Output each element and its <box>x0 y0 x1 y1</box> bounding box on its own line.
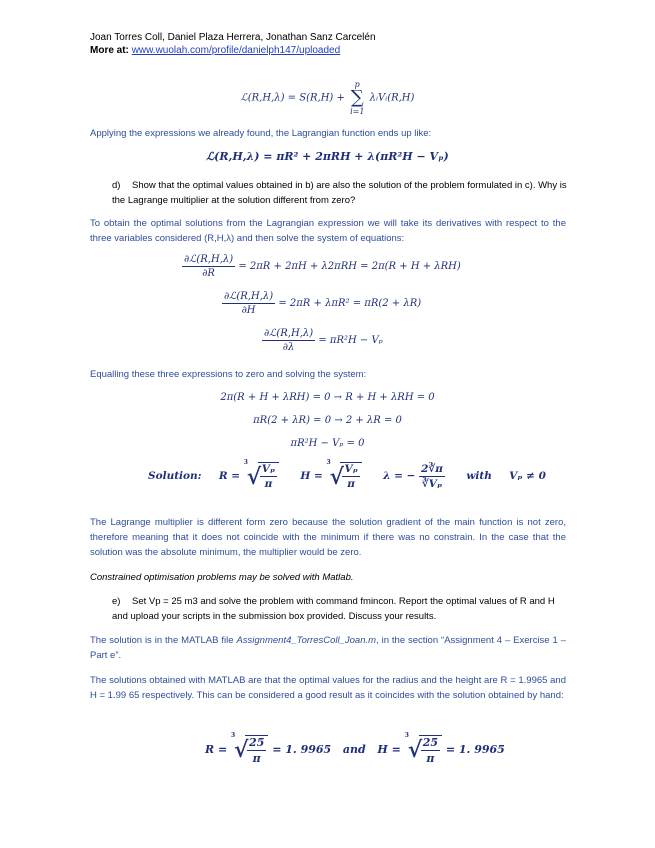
author-line: Joan Torres Coll, Daniel Plaza Herrera, Jonathan Sanz Carcelén <box>90 32 376 43</box>
root-index: 3 <box>231 732 236 739</box>
sum-upper: p <box>354 80 360 89</box>
more-at-line <box>90 45 340 57</box>
paragraph-applying: Applying the expressions we already found, the Lagrangian function ends up like: <box>90 128 432 139</box>
root-index: 3 <box>243 459 248 466</box>
final-result <box>205 732 505 765</box>
H-root-den: π <box>347 478 355 490</box>
solution-H-lhs: H = <box>300 470 323 482</box>
cube-root-H: 3 √ $\frac{\text{Vₚ}}{\pi}$ <box>326 462 361 490</box>
dR-numerator: ∂ℒ(R,H,λ) <box>184 254 234 265</box>
dH-rhs: = 2πR + λπR² = πR(2 + λR) <box>278 298 422 309</box>
summation: p ∑ i=1 <box>350 80 365 116</box>
more-label: More at: <box>90 45 129 56</box>
final-R-value: = 1. 9965 <box>272 743 332 756</box>
paragraph-matlab-results: The solutions obtained with MATLAB are that the optimal values for the radius and the height are R = 1.9965 and H = 1.99 65 respectively. This can be considered a good result as it coincides with the solution obtained by hand: <box>90 675 566 701</box>
sum-lower: i=1 <box>350 107 365 116</box>
lambda-num: 2∛π <box>421 462 443 475</box>
H-root-num: Vₚ <box>344 463 358 475</box>
lagrangian-definition <box>0 80 655 116</box>
dH-numerator: ∂ℒ(R,H,λ) <box>224 291 274 302</box>
system-eq-2: πR(2 + λR) = 0 → 2 + λR = 0 <box>253 415 402 426</box>
question-e <box>112 594 567 624</box>
root-index: 3 <box>404 732 409 739</box>
system-eq-3: πR²H − Vₚ = 0 <box>290 438 365 449</box>
solution-R-lhs: R = <box>218 470 241 482</box>
root-index: 3 <box>326 459 331 466</box>
question-e-label: e) <box>112 596 121 607</box>
question-d <box>112 178 567 208</box>
paragraph-derivatives: To obtain the optimal solutions from the Lagrangian expression we will take its derivatives with respect to the three variables considered (R,H,λ) and then solve the system of equations: <box>90 218 566 244</box>
solution-line <box>148 459 546 490</box>
lagrangian-final: ℒ(R,H,λ) = πR² + 2πRH + λ(πR²H − Vₚ) <box>206 150 449 163</box>
final-H-value: = 1. 9965 <box>445 743 505 756</box>
dR-rhs: = 2πR + 2πH + λ2πRH = 2π(R + H + λRH) <box>238 261 461 272</box>
R-root-num: Vₚ <box>261 463 276 475</box>
paragraph-matlab-note: Constrained optimisation problems may be solved with Matlab. <box>90 572 354 583</box>
final-H-num: 25 <box>422 736 438 749</box>
cube-root-R: 3 √ $\frac{\text{Vₚ}}{\pi}$ <box>244 462 279 490</box>
final-R-den: π <box>252 752 261 765</box>
system-eq-1: 2π(R + H + λRH) = 0 → R + H + λRH = 0 <box>220 392 435 403</box>
dL-numerator: ∂ℒ(R,H,λ) <box>264 328 314 339</box>
final-R-num: 25 <box>249 736 265 749</box>
lagrangian-rhs: λᵢVᵢ(R,H) <box>369 92 415 104</box>
final-H-den: π <box>426 752 435 765</box>
question-d-label: d) <box>112 180 121 191</box>
final-root-H: 3 √ $\frac{25}{\pi}$ <box>405 735 442 765</box>
solution-condition: Vₚ ≠ 0 <box>509 470 546 482</box>
dL-rhs: = πR²H − Vₚ <box>318 335 383 346</box>
lambda-den: ∛Vₚ <box>421 477 443 490</box>
final-and: and <box>342 743 366 756</box>
derivative-lambda <box>262 328 383 353</box>
R-root-den: π <box>264 478 273 490</box>
dH-denominator: ∂H <box>241 305 256 316</box>
lagrangian-lhs: ℒ(R,H,λ) = S(R,H) + <box>240 92 345 104</box>
solution-file-suffix: , in the section “Assignment 4 – Exercise 1 – Part e”. <box>90 635 566 661</box>
solution-file-prefix: The solution is in the MATLAB file <box>90 635 237 646</box>
paragraph-multiplier: The Lagrange multiplier is different form zero because the solution gradient of the main function is not zero, therefore meaning that it does not coincide with the minimum if there was no constrain. In the case that the solution was the absolute minimum, the multiplier would be zero. <box>90 517 566 558</box>
solution-label: Solution: <box>148 470 202 482</box>
dL-denominator: ∂λ <box>282 342 295 353</box>
paragraph-equalling: Equalling these three expressions to zero and solving the system: <box>90 369 367 380</box>
final-R-lhs: R = <box>205 743 228 756</box>
derivative-H <box>222 291 421 316</box>
profile-link[interactable]: www.wuolah.com/profile/danielph147/uploaded <box>131 45 341 56</box>
question-d-text: Show that the optimal values obtained in b) are also the solution of the problem formulated in c). Why is the Lagrange multiplier at the solution different from zero? <box>112 180 567 206</box>
derivative-R <box>182 254 461 279</box>
final-root-R: 3 √ $\frac{25}{\pi}$ <box>231 735 268 765</box>
paragraph-solution-file <box>90 633 566 663</box>
dR-denominator: ∂R <box>202 268 215 279</box>
solution-with: with <box>466 470 492 482</box>
final-H-lhs: H = <box>377 743 401 756</box>
solution-file-name: Assignment4_TorresColl_Joan.m <box>236 635 377 646</box>
question-e-text: Set Vp = 25 m3 and solve the problem with command fmincon. Report the optimal values of R and H and upload your scripts in the submission box provided. Discuss your results. <box>112 596 555 622</box>
solution-lambda-lhs: λ = − <box>383 470 416 482</box>
